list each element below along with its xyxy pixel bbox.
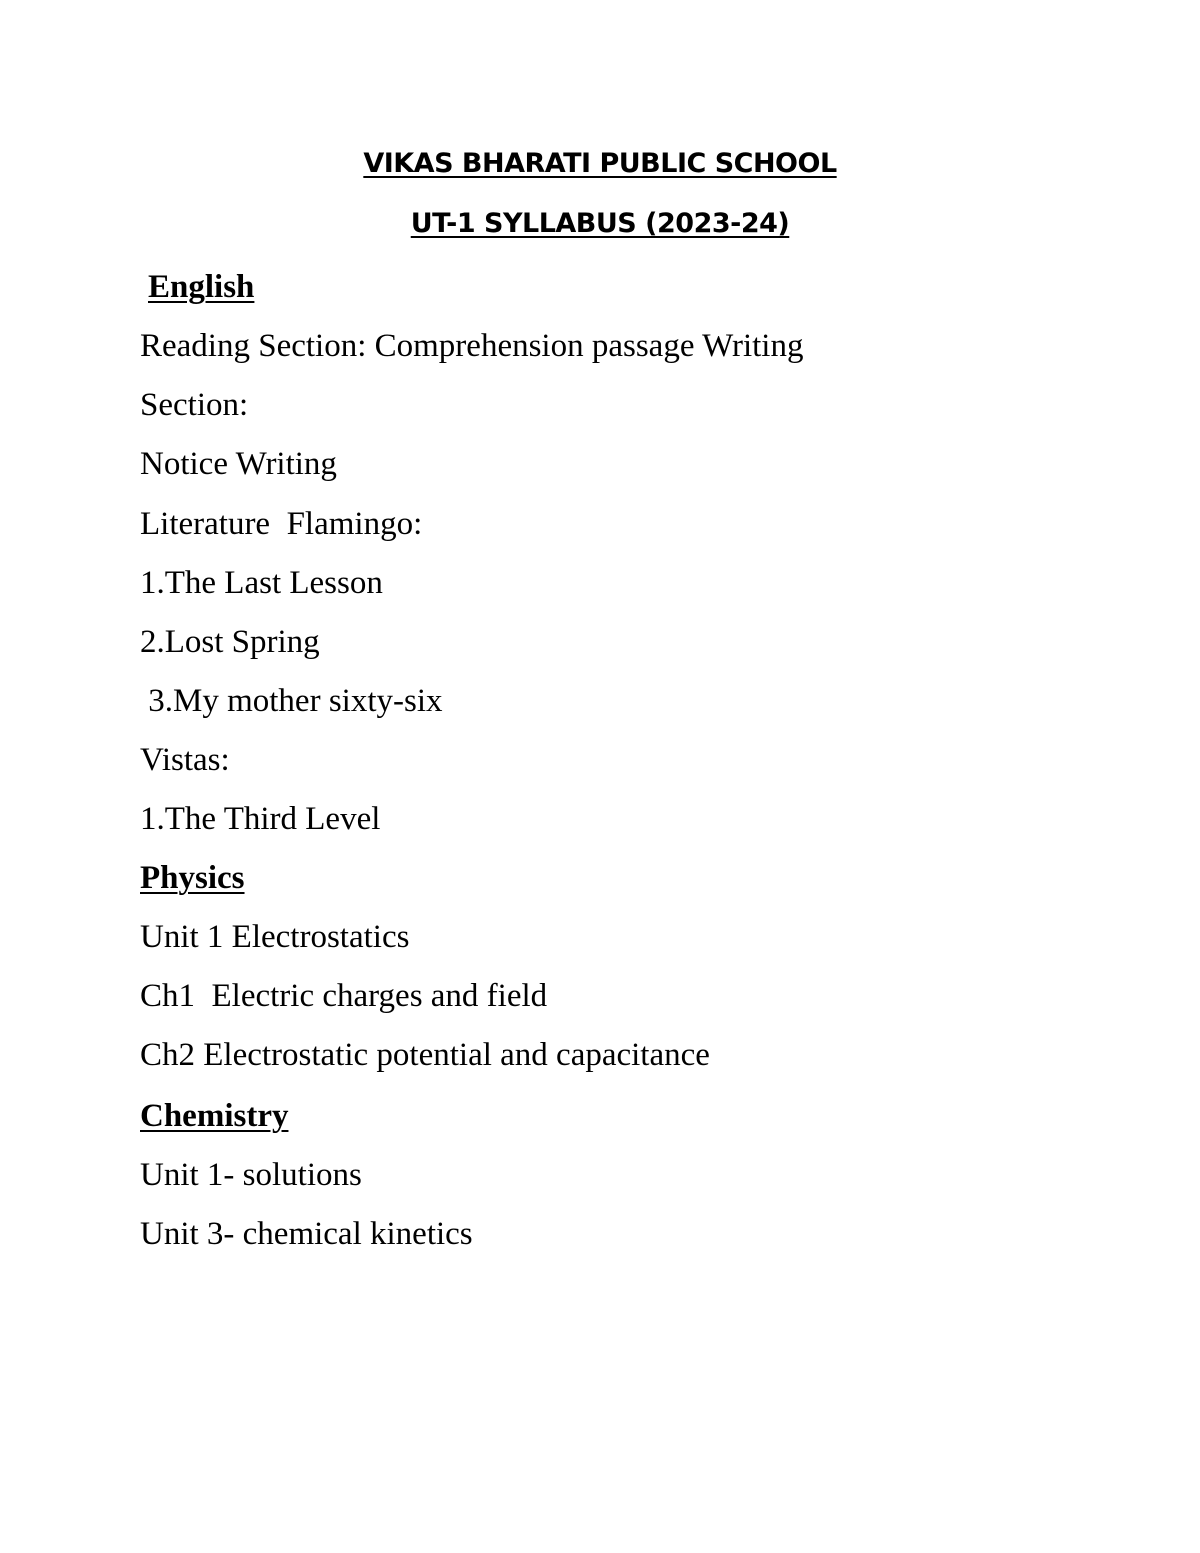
notice-writing-line: Notice Writing xyxy=(140,446,337,482)
reading-section-line: Reading Section: Comprehension passage Writing xyxy=(140,328,804,364)
flamingo-chapter: 2.Lost Spring xyxy=(140,624,320,660)
vistas-chapter: 1.The Third Level xyxy=(140,801,381,837)
subject-heading-physics: Physics xyxy=(140,860,245,896)
flamingo-chapter: 1.The Last Lesson xyxy=(140,565,383,601)
exam-title: UT-1 SYLLABUS (2023-24) xyxy=(410,208,790,239)
chemistry-topic: Unit 3- chemical kinetics xyxy=(140,1216,473,1252)
vistas-label: Vistas: xyxy=(140,742,230,778)
literature-flamingo-line: Literature Flamingo: xyxy=(140,506,423,542)
chemistry-topic: Unit 1- solutions xyxy=(140,1157,362,1193)
physics-topic: Unit 1 Electrostatics xyxy=(140,919,410,955)
subject-heading-chemistry: Chemistry xyxy=(140,1098,289,1134)
flamingo-chapter: 3.My mother sixty-six xyxy=(140,683,443,719)
subject-heading-english: English xyxy=(148,269,255,305)
section-line: Section: xyxy=(140,387,249,423)
school-name: VIKAS BHARATI PUBLIC SCHOOL xyxy=(363,148,837,179)
physics-topic: Ch1 Electric charges and field xyxy=(140,978,548,1014)
physics-topic: Ch2 Electrostatic potential and capacitance xyxy=(140,1037,710,1073)
